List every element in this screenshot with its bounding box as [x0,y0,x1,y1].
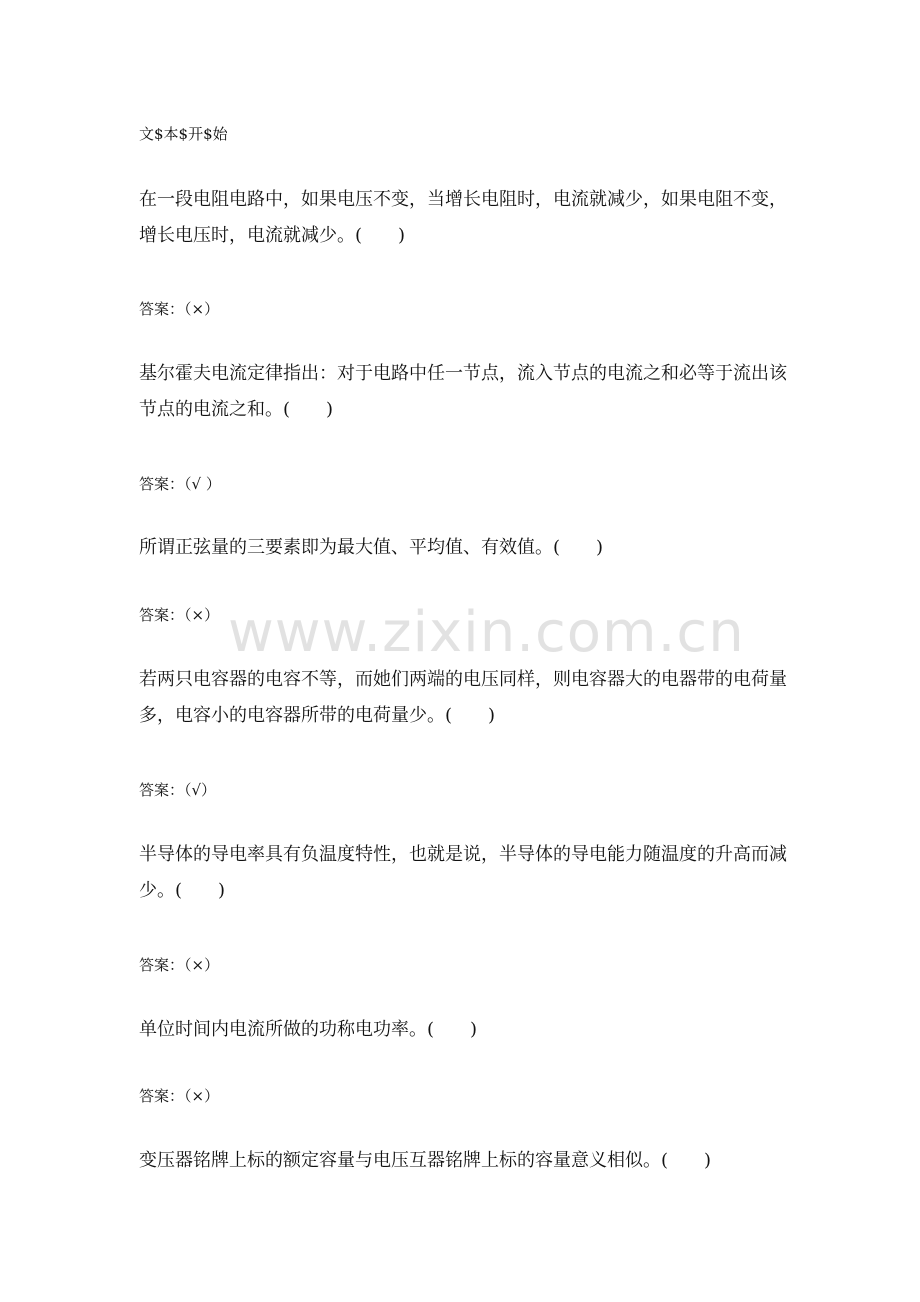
question-5: 半导体的导电率具有负温度特性，也就是说，半导体的导电能力随温度的升高而减少。( ) [139,844,787,901]
question-2: 基尔霍夫电流定律指出：对于电路中任一节点，流入节点的电流之和必等于流出该节点的电流之和。( ) [139,363,787,420]
question-6: 单位时间内电流所做的功称电功率。( ) [139,1019,478,1040]
question-3: 所谓正弦量的三要素即为最大值、平均值、有效值。( ) [139,537,604,558]
answer-2: 答案：（√ ） [139,475,221,493]
watermark: www.zixin.com.cn [228,600,745,665]
question-4: 若两只电容器的电容不等，而她们两端的电压同样，则电容器大的电器带的电荷量多，电容小的电容器所带的电荷量少。( ) [139,669,787,726]
question-7: 变压器铭牌上标的额定容量与电压互器铭牌上标的容量意义相似。( ) [139,1150,712,1171]
answer-6: 答案：（×） [139,1087,220,1105]
document-start-marker: 文$本$开$始 [139,125,228,143]
answer-4: 答案：（√） [139,781,217,799]
answer-1: 答案：（×） [139,300,220,318]
question-1: 在一段电阻电路中，如果电压不变，当增长电阻时，电流就减少，如果电阻不变，增长电压时，电流就减少。( ) [139,189,787,246]
answer-5: 答案：（×） [139,956,220,974]
answer-3: 答案：（×） [139,606,220,624]
